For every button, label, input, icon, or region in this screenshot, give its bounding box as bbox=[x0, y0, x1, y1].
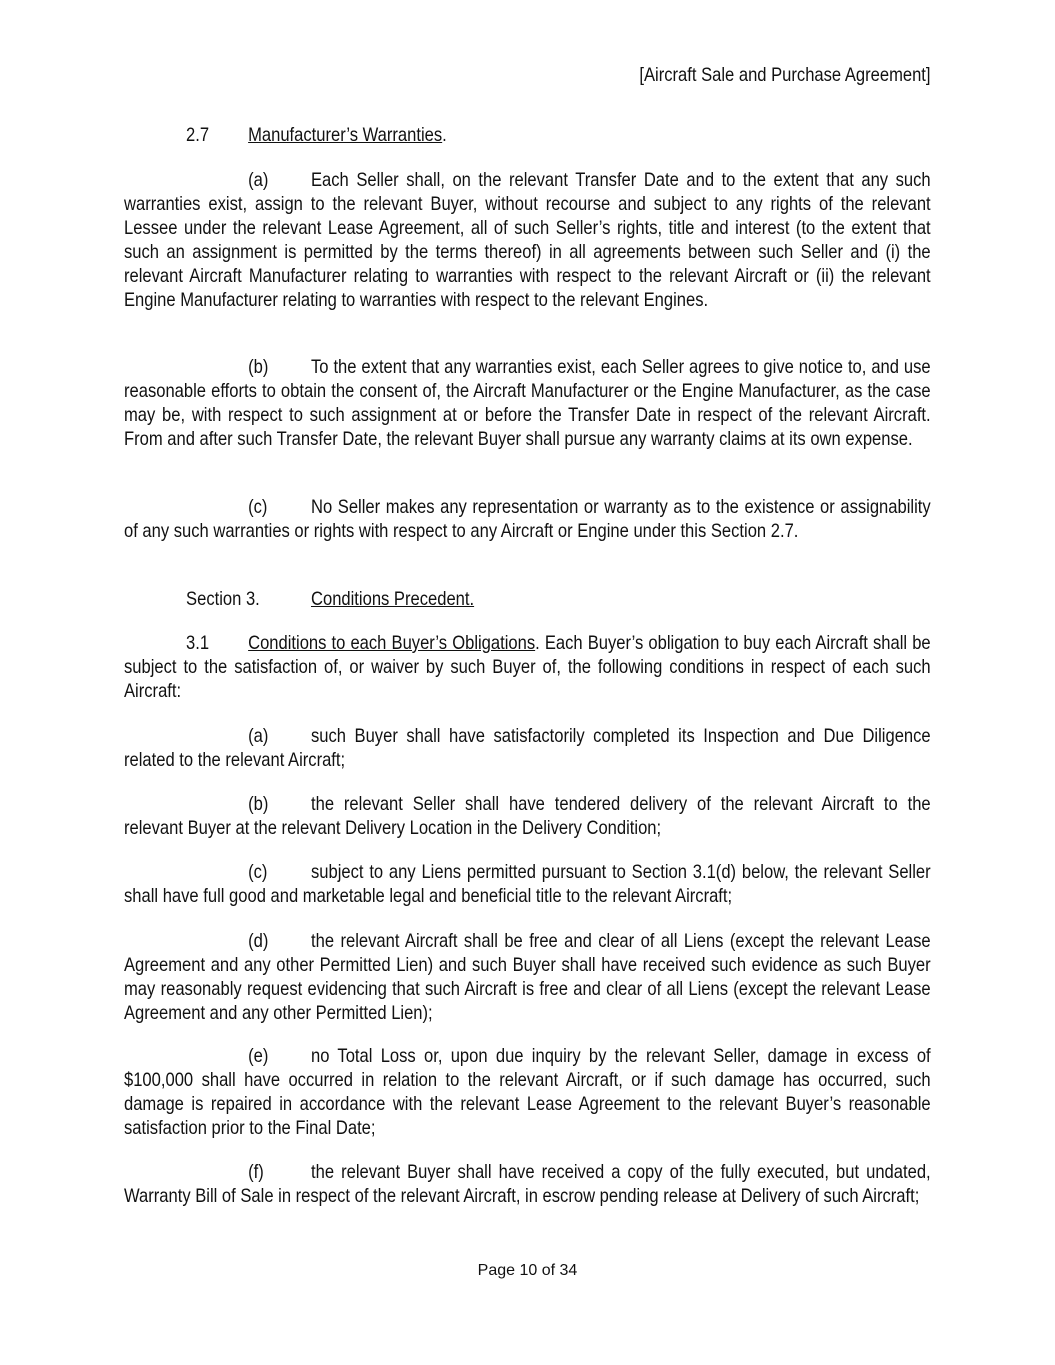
clause-3-1-e bbox=[124, 1045, 931, 1141]
clause-label: (d) bbox=[248, 930, 269, 952]
section-number: 2.7 bbox=[186, 124, 210, 146]
section-number: Section 3. bbox=[186, 588, 260, 610]
clause-2-7-b bbox=[124, 356, 931, 452]
section-2-7-heading bbox=[124, 124, 931, 148]
clause-text: To the extent that any warranties exist, each Seller agrees to give notice to, and use reasonable efforts to obtain the consent of, the Aircraft Manufacturer or the Engine Manufacturer, as the case may be, with respect to such assignment at or before the Transfer Date in respect of the relevant Aircraft. From and after such Transfer Date, the relevant Buyer shall pursue any warranty claims at its own expense. bbox=[124, 356, 931, 450]
document-header: [Aircraft Sale and Purchase Agreement] bbox=[639, 64, 931, 86]
clause-text: . Each Buyer’s obligation to buy each Aircraft shall be subject to the satisfaction of, or waiver by such Buyer of, the following conditions in respect of each such Aircraft: bbox=[124, 632, 931, 702]
clause-text: Each Seller shall, on the relevant Transfer Date and to the extent that any such warranties exist, assign to the relevant Buyer, without recourse and subject to any rights of the relevant Lessee under the relevant Lease Agreement, all of such Seller’s rights, title and interest (to the extent that such an assignment is permitted by the terms thereof) in all agreements between such Seller and (i) the relevant Aircraft Manufacturer relating to warranties with respect to the relevant Aircraft or (ii) the relevant Engine Manufacturer relating to warranties with respect to the relevant Engines. bbox=[124, 169, 931, 311]
clause-3-1-c bbox=[124, 861, 931, 909]
section-title: Conditions Precedent. bbox=[311, 588, 475, 610]
clause-3-1-d bbox=[124, 930, 931, 1026]
clause-text: the relevant Seller shall have tendered delivery of the relevant Aircraft to the relevant Buyer at the relevant Delivery Location in the Delivery Condition; bbox=[124, 793, 931, 839]
clause-text: subject to any Liens permitted pursuant to Section 3.1(d) below, the relevant Seller shall have full good and marketable legal and beneficial title to the relevant Aircraft; bbox=[124, 861, 931, 907]
clause-3-1-a bbox=[124, 725, 931, 773]
clause-label: (c) bbox=[248, 861, 268, 883]
clause-3-1 bbox=[124, 632, 931, 704]
clause-label: (b) bbox=[248, 793, 269, 815]
clause-label: (a) bbox=[248, 169, 269, 191]
section-3-heading bbox=[124, 588, 931, 612]
clause-3-1-f bbox=[124, 1161, 931, 1209]
clause-label: (e) bbox=[248, 1045, 269, 1067]
clause-text: the relevant Aircraft shall be free and clear of all Liens (except the relevant Lease Agreement and any other Permitted Lien) and such Buyer shall have received such evidence as such Buyer may reasonably request evidencing that such Aircraft is free and clear of all Liens (except the relevant Lease Agreement and any other Permitted Lien); bbox=[124, 930, 931, 1024]
section-title: Manufacturer’s Warranties bbox=[248, 124, 443, 146]
punct: . bbox=[442, 124, 447, 146]
section-title: Conditions to each Buyer’s Obligations bbox=[248, 632, 536, 654]
clause-label: (a) bbox=[248, 725, 269, 747]
clause-2-7-c bbox=[124, 496, 931, 544]
clause-2-7-a bbox=[124, 169, 931, 312]
section-number: 3.1 bbox=[186, 632, 210, 654]
clause-3-1-b bbox=[124, 793, 931, 841]
clause-text: the relevant Buyer shall have received a copy of the fully executed, but undated, Warranty Bill of Sale in respect of the relevant Aircraft, in escrow pending release at Delivery of such Aircraft; bbox=[124, 1161, 931, 1207]
clause-text: No Seller makes any representation or warranty as to the existence or assignability of any such warranties or rights with respect to any Aircraft or Engine under this Section 2.7. bbox=[124, 496, 931, 542]
clause-label: (b) bbox=[248, 356, 269, 378]
clause-text: no Total Loss or, upon due inquiry by the relevant Seller, damage in excess of $100,000 shall have occurred in relation to the relevant Aircraft, or if such damage has occurred, such damage is repaired in accordance with the relevant Lease Agreement to the relevant Buyer’s reasonable satisfaction prior to the Final Date; bbox=[124, 1045, 931, 1139]
clause-label: (c) bbox=[248, 496, 268, 518]
page-number: Page 10 of 34 bbox=[477, 1262, 578, 1279]
clause-label: (f) bbox=[248, 1161, 264, 1183]
clause-text: such Buyer shall have satisfactorily completed its Inspection and Due Diligence related to the relevant Aircraft; bbox=[124, 725, 931, 771]
